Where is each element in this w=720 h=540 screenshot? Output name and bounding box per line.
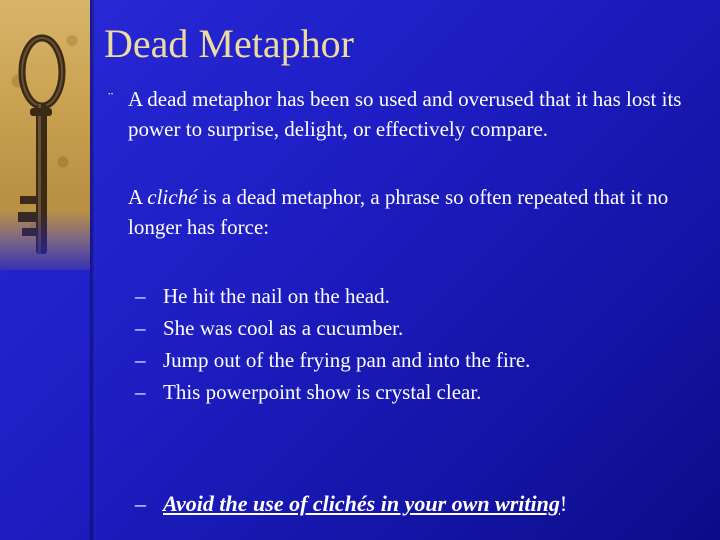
closing-statement xyxy=(135,488,567,520)
example-list xyxy=(135,280,530,408)
paragraph-prefix: A xyxy=(128,185,148,209)
slide-title: Dead Metaphor xyxy=(104,21,354,66)
list-item xyxy=(135,280,530,312)
example-text: He hit the nail on the head. xyxy=(163,284,390,308)
key-image xyxy=(0,0,90,270)
paragraph-suffix: is a dead metaphor, a phrase so often repeated that it no longer has force: xyxy=(128,185,669,239)
bullet-icon: ¨ xyxy=(108,90,114,107)
list-item xyxy=(135,312,530,344)
closing-text: Avoid the use of clichés in your own writing xyxy=(163,491,560,516)
paragraph-cliche xyxy=(128,182,713,242)
example-text: Jump out of the frying pan and into the fire. xyxy=(163,348,531,372)
paragraph-definition: A dead metaphor has been so used and overused that it has lost its power to surprise, delight, or effectively compare. xyxy=(128,87,682,141)
list-item xyxy=(135,344,530,376)
dash-bullet: – xyxy=(135,316,146,340)
cliche-term: cliché xyxy=(147,185,198,209)
dash-bullet: – xyxy=(135,348,146,372)
closing-punct: ! xyxy=(559,491,568,516)
dash-bullet: – xyxy=(135,380,146,404)
divider-line xyxy=(90,0,96,540)
list-item xyxy=(135,376,530,408)
dash-bullet: – xyxy=(135,491,146,516)
dash-bullet: – xyxy=(135,284,146,308)
example-text: She was cool as a cucumber. xyxy=(163,316,404,340)
antique-key-icon xyxy=(0,0,90,270)
example-text: This powerpoint show is crystal clear. xyxy=(163,380,482,404)
